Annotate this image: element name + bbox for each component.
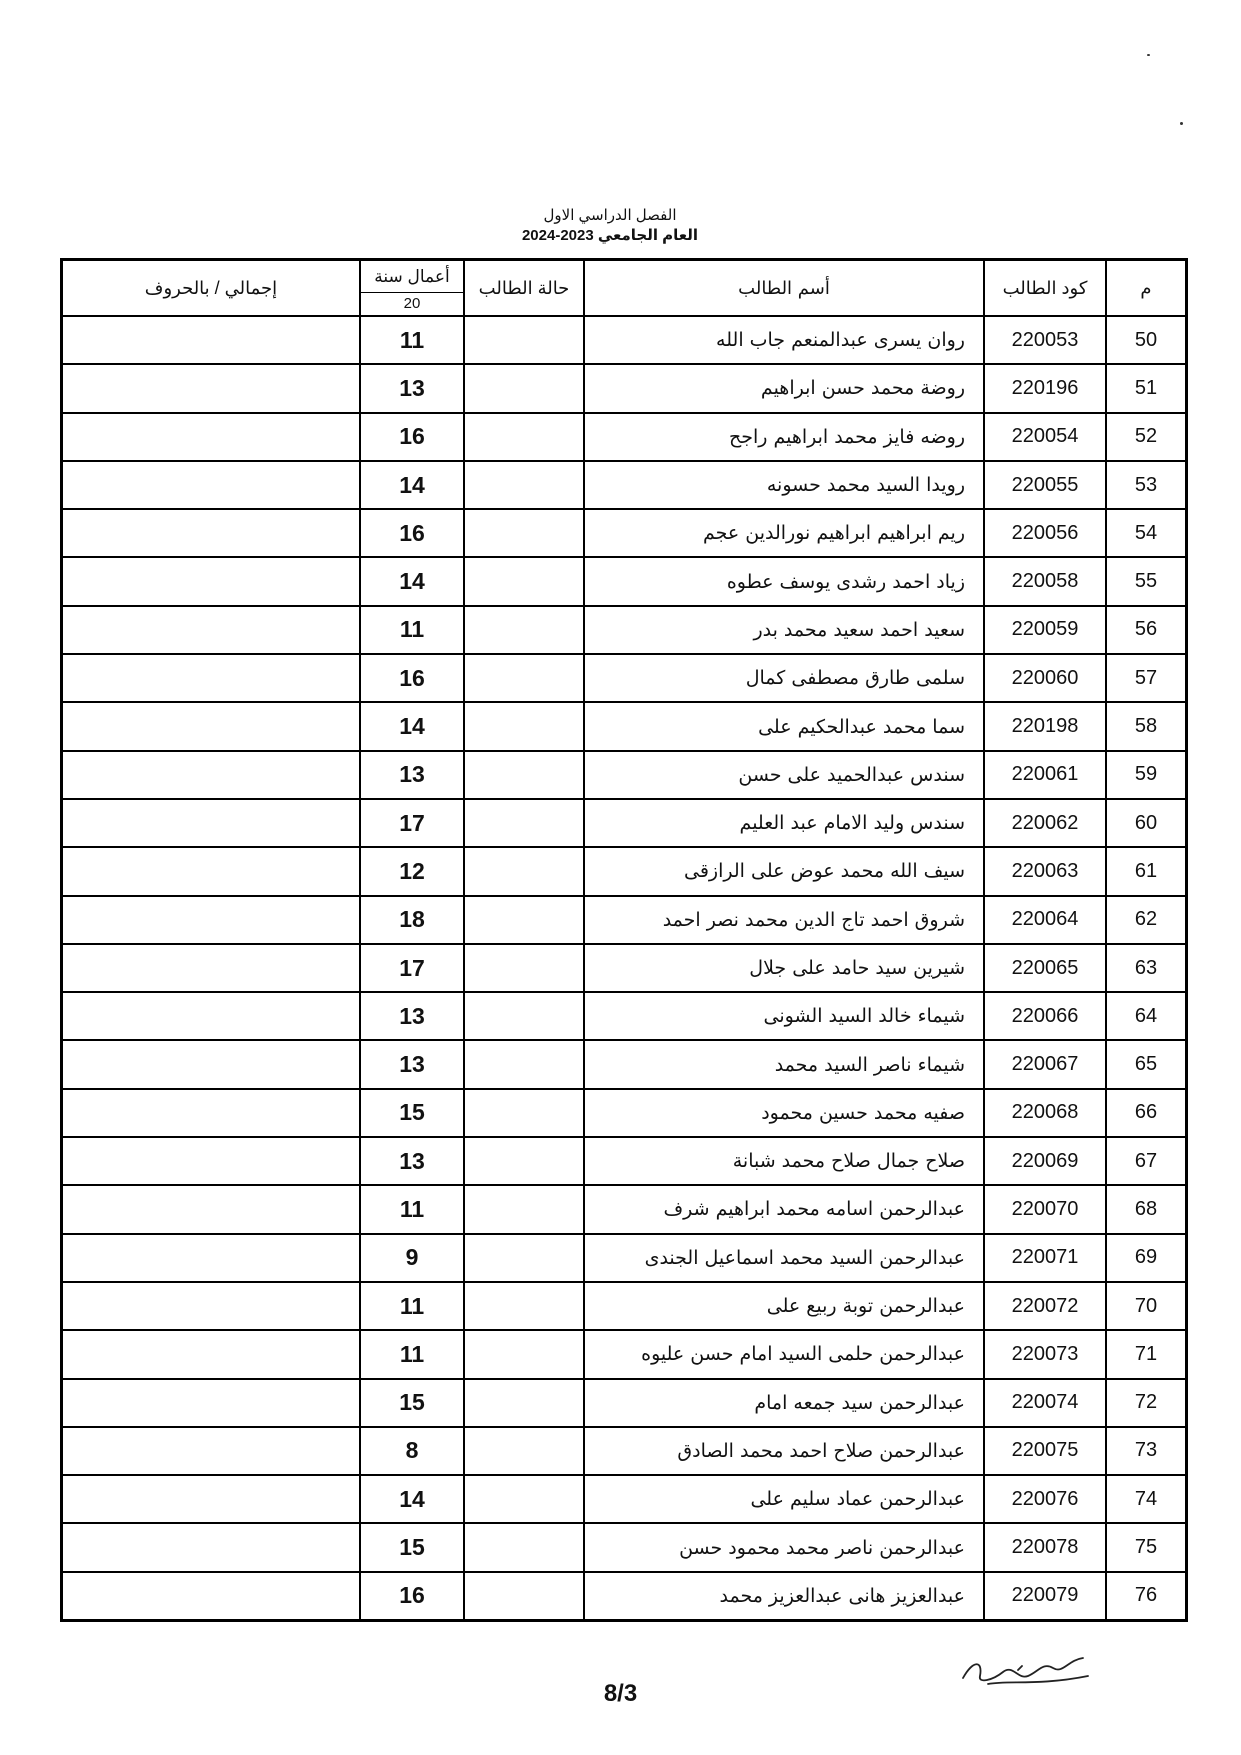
student-name: سلمى طارق مصطفى كمال (584, 654, 984, 702)
table-row (62, 1427, 1187, 1475)
table-row (62, 1523, 1187, 1571)
year-work-grade: 14 (360, 461, 464, 509)
year-work-grade: 13 (360, 364, 464, 412)
year-work-grade: 13 (360, 1040, 464, 1088)
total-in-words (62, 1234, 361, 1282)
student-name: سعيد احمد سعيد محمد بدر (584, 606, 984, 654)
total-in-words (62, 1427, 361, 1475)
student-name: عبدالرحمن حلمى السيد امام حسن عليوه (584, 1330, 984, 1378)
student-name: عبدالرحمن صلاح احمد محمد الصادق (584, 1427, 984, 1475)
student-status (464, 557, 584, 605)
student-name: عبدالرحمن توبة ربيع على (584, 1282, 984, 1330)
total-in-words (62, 1572, 361, 1621)
year-work-grade: 13 (360, 1137, 464, 1185)
student-name: شيماء خالد السيد الشونى (584, 992, 984, 1040)
total-in-words (62, 654, 361, 702)
year-work-grade: 16 (360, 1572, 464, 1621)
total-in-words (62, 1282, 361, 1330)
total-in-words (62, 799, 361, 847)
col-header-grade-label: أعمال سنة (361, 262, 463, 293)
student-name: صلاح جمال صلاح محمد شبانة (584, 1137, 984, 1185)
row-num: 60 (1106, 799, 1187, 847)
student-code: 220066 (984, 992, 1106, 1040)
student-status (464, 1234, 584, 1282)
student-name: سيف الله محمد عوض على الرازقى (584, 847, 984, 895)
col-header-name: أسم الطالب (584, 260, 984, 317)
student-name: سما محمد عبدالحكيم على (584, 702, 984, 750)
student-status (464, 316, 584, 364)
student-status (464, 896, 584, 944)
row-num: 58 (1106, 702, 1187, 750)
table-row (62, 992, 1187, 1040)
student-name: شيرين سيد حامد على جلال (584, 944, 984, 992)
student-status (464, 1089, 584, 1137)
scan-speck (1147, 54, 1150, 56)
student-code: 220055 (984, 461, 1106, 509)
grades-table (60, 258, 1188, 1622)
student-code: 220061 (984, 751, 1106, 799)
row-num: 73 (1106, 1427, 1187, 1475)
student-status (464, 1185, 584, 1233)
col-header-num: م (1106, 260, 1187, 317)
student-status (464, 606, 584, 654)
student-code: 220075 (984, 1427, 1106, 1475)
student-code: 220198 (984, 702, 1106, 750)
student-code: 220063 (984, 847, 1106, 895)
table-row (62, 606, 1187, 654)
row-num: 51 (1106, 364, 1187, 412)
row-num: 76 (1106, 1572, 1187, 1621)
student-code: 220079 (984, 1572, 1106, 1621)
table-row (62, 1089, 1187, 1137)
table-row (62, 1137, 1187, 1185)
table-row (62, 1234, 1187, 1282)
row-num: 75 (1106, 1523, 1187, 1571)
student-code: 220072 (984, 1282, 1106, 1330)
year-work-grade: 9 (360, 1234, 464, 1282)
student-status (464, 413, 584, 461)
total-in-words (62, 992, 361, 1040)
student-code: 220073 (984, 1330, 1106, 1378)
row-num: 64 (1106, 992, 1187, 1040)
student-code: 220070 (984, 1185, 1106, 1233)
student-name: ريم ابراهيم ابراهيم نورالدين عجم (584, 509, 984, 557)
student-name: روضه فايز محمد ابراهيم راجح (584, 413, 984, 461)
year-work-grade: 11 (360, 1282, 464, 1330)
table-row (62, 1379, 1187, 1427)
student-name: روضة محمد حسن ابراهيم (584, 364, 984, 412)
row-num: 69 (1106, 1234, 1187, 1282)
total-in-words (62, 461, 361, 509)
student-code: 220074 (984, 1379, 1106, 1427)
table-row (62, 1572, 1187, 1621)
table-row (62, 944, 1187, 992)
student-name: عبدالرحمن عماد سليم على (584, 1475, 984, 1523)
student-name: شروق احمد تاج الدين محمد نصر احمد (584, 896, 984, 944)
year-work-grade: 15 (360, 1523, 464, 1571)
row-num: 61 (1106, 847, 1187, 895)
year-work-grade: 11 (360, 1185, 464, 1233)
student-status (464, 992, 584, 1040)
table-row (62, 1330, 1187, 1378)
student-status (464, 654, 584, 702)
year-work-grade: 14 (360, 702, 464, 750)
semester-title: الفصل الدراسي الاول (543, 207, 677, 224)
row-num: 59 (1106, 751, 1187, 799)
year-work-grade: 14 (360, 1475, 464, 1523)
year-work-grade: 13 (360, 992, 464, 1040)
table-row (62, 751, 1187, 799)
row-num: 72 (1106, 1379, 1187, 1427)
student-status (464, 847, 584, 895)
student-code: 220078 (984, 1523, 1106, 1571)
student-name: عبدالعزيز هانى عبدالعزيز محمد (584, 1572, 984, 1621)
table-row (62, 1475, 1187, 1523)
student-name: عبدالرحمن سيد جمعه امام (584, 1379, 984, 1427)
col-header-grade (360, 260, 464, 317)
student-status (464, 1379, 584, 1427)
year-work-grade: 16 (360, 413, 464, 461)
student-name: سندس عبدالحميد على حسن (584, 751, 984, 799)
table-body (62, 316, 1187, 1621)
total-in-words (62, 751, 361, 799)
total-in-words (62, 1379, 361, 1427)
year-work-grade: 17 (360, 799, 464, 847)
col-header-code: كود الطالب (984, 260, 1106, 317)
table-row (62, 509, 1187, 557)
student-status (464, 1523, 584, 1571)
student-name: صفيه محمد حسين محمود (584, 1089, 984, 1137)
student-name: عبدالرحمن السيد محمد اسماعيل الجندى (584, 1234, 984, 1282)
student-status (464, 1427, 584, 1475)
year-work-grade: 12 (360, 847, 464, 895)
student-status (464, 944, 584, 992)
row-num: 56 (1106, 606, 1187, 654)
total-in-words (62, 896, 361, 944)
document-header (420, 206, 800, 246)
total-in-words (62, 606, 361, 654)
student-code: 220058 (984, 557, 1106, 605)
row-num: 57 (1106, 654, 1187, 702)
student-name: سندس وليد الامام عبد العليم (584, 799, 984, 847)
table-row (62, 1185, 1187, 1233)
row-num: 70 (1106, 1282, 1187, 1330)
row-num: 74 (1106, 1475, 1187, 1523)
student-code: 220196 (984, 364, 1106, 412)
row-num: 52 (1106, 413, 1187, 461)
total-in-words (62, 316, 361, 364)
student-name: عبدالرحمن اسامه محمد ابراهيم شرف (584, 1185, 984, 1233)
year-work-grade: 16 (360, 509, 464, 557)
table-header-row (62, 260, 1187, 317)
student-status (464, 1282, 584, 1330)
row-num: 66 (1106, 1089, 1187, 1137)
year-work-grade: 13 (360, 751, 464, 799)
student-code: 220069 (984, 1137, 1106, 1185)
row-num: 50 (1106, 316, 1187, 364)
student-name: زياد احمد رشدى يوسف عطوه (584, 557, 984, 605)
scan-speck (1180, 122, 1183, 125)
student-code: 220068 (984, 1089, 1106, 1137)
student-code: 220071 (984, 1234, 1106, 1282)
student-status (464, 702, 584, 750)
row-num: 63 (1106, 944, 1187, 992)
student-name: شيماء ناصر السيد محمد (584, 1040, 984, 1088)
student-status (464, 1572, 584, 1621)
table-row (62, 702, 1187, 750)
academic-year: العام الجامعي 2023-2024 (521, 227, 699, 244)
student-name: عبدالرحمن ناصر محمد محمود حسن (584, 1523, 984, 1571)
year-work-grade: 15 (360, 1379, 464, 1427)
table-row (62, 1040, 1187, 1088)
student-code: 220056 (984, 509, 1106, 557)
col-header-status: حالة الطالب (464, 260, 584, 317)
student-status (464, 509, 584, 557)
row-num: 55 (1106, 557, 1187, 605)
student-code: 220067 (984, 1040, 1106, 1088)
year-work-grade: 11 (360, 316, 464, 364)
student-name: رويدا السيد محمد حسونه (584, 461, 984, 509)
table-row (62, 654, 1187, 702)
student-status (464, 1040, 584, 1088)
student-status (464, 751, 584, 799)
year-work-grade: 11 (360, 606, 464, 654)
row-num: 62 (1106, 896, 1187, 944)
student-code: 220060 (984, 654, 1106, 702)
student-status (464, 1137, 584, 1185)
student-status (464, 364, 584, 412)
student-status (464, 799, 584, 847)
student-status (464, 1330, 584, 1378)
student-code: 220059 (984, 606, 1106, 654)
total-in-words (62, 509, 361, 557)
student-code: 220065 (984, 944, 1106, 992)
table-row (62, 413, 1187, 461)
table-row (62, 1282, 1187, 1330)
table-row (62, 896, 1187, 944)
col-header-grade-max: 20 (403, 294, 421, 312)
student-code: 220064 (984, 896, 1106, 944)
page-number: 8/3 (603, 1680, 638, 1707)
total-in-words (62, 702, 361, 750)
total-in-words (62, 1523, 361, 1571)
row-num: 53 (1106, 461, 1187, 509)
table-row (62, 461, 1187, 509)
total-in-words (62, 1089, 361, 1137)
student-name: روان يسرى عبدالمنعم جاب الله (584, 316, 984, 364)
student-code: 220076 (984, 1475, 1106, 1523)
student-status (464, 461, 584, 509)
row-num: 71 (1106, 1330, 1187, 1378)
student-code: 220054 (984, 413, 1106, 461)
row-num: 54 (1106, 509, 1187, 557)
table-row (62, 847, 1187, 895)
total-in-words (62, 364, 361, 412)
table-row (62, 557, 1187, 605)
total-in-words (62, 557, 361, 605)
total-in-words (62, 1475, 361, 1523)
student-code: 220053 (984, 316, 1106, 364)
year-work-grade: 11 (360, 1330, 464, 1378)
student-code: 220062 (984, 799, 1106, 847)
table-row (62, 364, 1187, 412)
table-row (62, 799, 1187, 847)
total-in-words (62, 944, 361, 992)
table-row (62, 316, 1187, 364)
year-work-grade: 14 (360, 557, 464, 605)
total-in-words (62, 1330, 361, 1378)
row-num: 65 (1106, 1040, 1187, 1088)
year-work-grade: 16 (360, 654, 464, 702)
year-work-grade: 15 (360, 1089, 464, 1137)
year-work-grade: 8 (360, 1427, 464, 1475)
student-status (464, 1475, 584, 1523)
total-in-words (62, 1185, 361, 1233)
row-num: 68 (1106, 1185, 1187, 1233)
row-num: 67 (1106, 1137, 1187, 1185)
total-in-words (62, 1137, 361, 1185)
year-work-grade: 17 (360, 944, 464, 992)
total-in-words (62, 413, 361, 461)
year-work-grade: 18 (360, 896, 464, 944)
col-header-total: إجمالي / بالحروف (62, 260, 361, 317)
total-in-words (62, 847, 361, 895)
total-in-words (62, 1040, 361, 1088)
